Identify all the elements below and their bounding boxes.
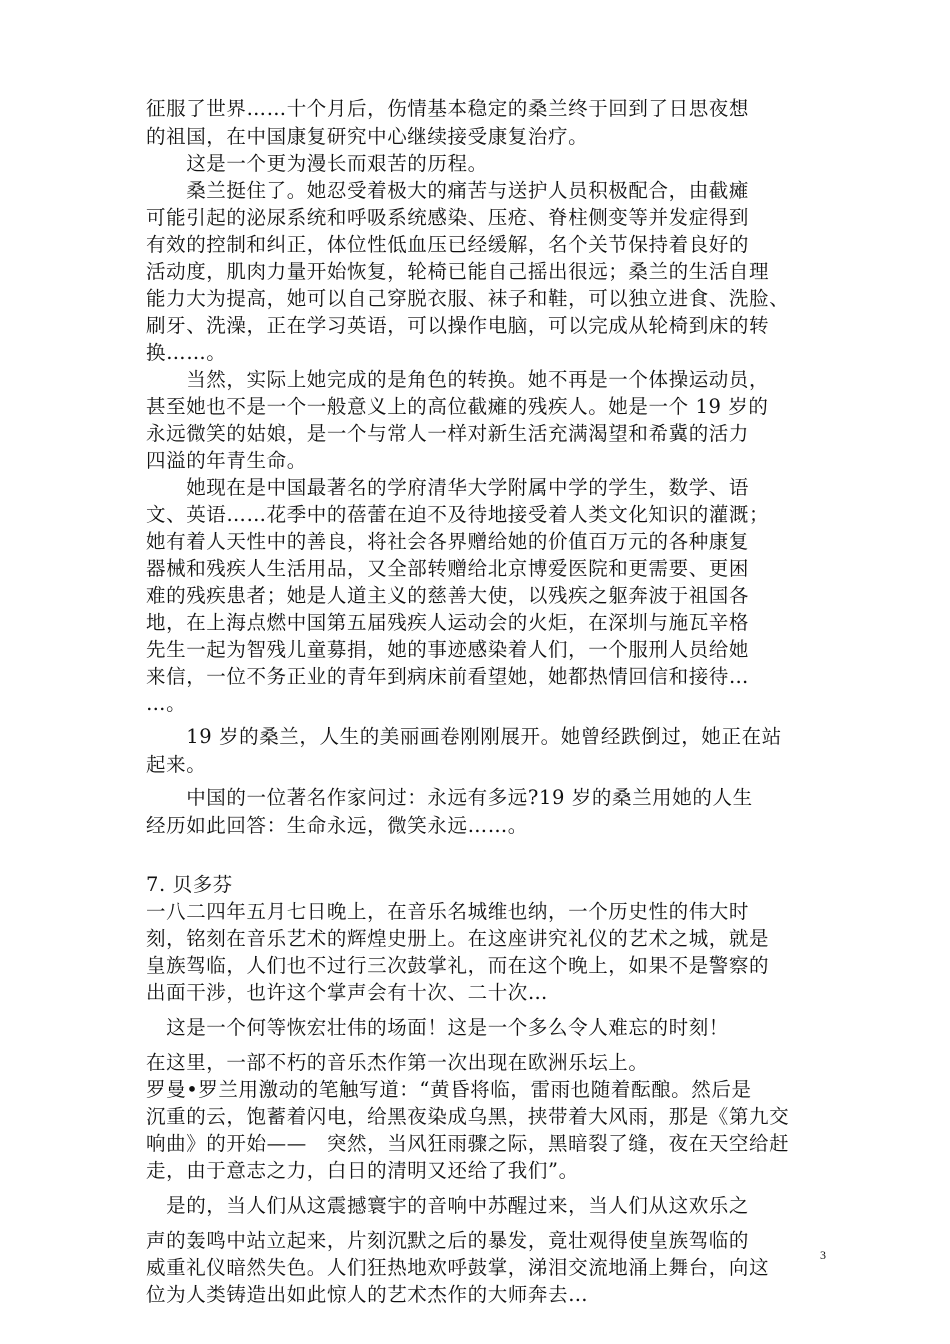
text-line: 四溢的年青生命。: [146, 449, 307, 472]
text-line: 来信，一位不务正业的青年到病床前看望她，她都热情回信和接待…: [146, 665, 750, 688]
page-number: 3: [820, 1248, 826, 1262]
text-line: 甚至她也不是一个一般意义上的高位截瘫的残疾人。她是一个 19 岁的: [146, 395, 769, 418]
text-line: 出面干涉，也许这个掌声会有十次、二十次…: [146, 981, 549, 1004]
text-line: 征服了世界……十个月后，伤情基本稳定的桑兰终于回到了日思夜想: [146, 97, 750, 120]
text-line: …。: [146, 692, 187, 715]
text-line: 先生一起为智残儿童募捐，她的事迹感染着人们，一个服刑人员给她: [146, 638, 750, 661]
text-line: 活动度，肌肉力量开始恢复，轮椅已能自己摇出很远；桑兰的生活自理: [146, 260, 770, 283]
text-line: 当然，实际上她完成的是角色的转换。她不再是一个体操运动员，: [146, 368, 770, 391]
text-line: 这是一个更为漫长而艰苦的历程。: [146, 152, 488, 175]
text-line: 刷牙、洗澡，正在学习英语，可以操作电脑，可以完成从轮椅到床的转: [146, 314, 770, 337]
text-line: 位为人类铸造出如此惊人的艺术杰作的大师奔去…: [146, 1283, 589, 1306]
text-line: 罗曼•罗兰用激动的笔触写道：“黄昏将临，雷雨也随着酝酿。然后是: [146, 1078, 752, 1101]
text-line: 刻，铭刻在音乐艺术的辉煌史册上。在这座讲究礼仪的艺术之城，就是: [146, 927, 770, 950]
text-line: 皇族驾临，人们也不过行三次鼓掌礼，而在这个晚上，如果不是警察的: [146, 954, 770, 977]
text-line: 中国的一位著名作家问过：永远有多远?19 岁的桑兰用她的人生: [146, 786, 753, 809]
text-line: 走，由于意志之力，白日的清明又还给了我们”。: [146, 1159, 579, 1182]
text-line: 文、英语……花季中的蓓蕾在迫不及待地接受着人类文化知识的灌溉；: [146, 503, 770, 526]
text-line: 她有着人天性中的善良，将社会各界赠给她的价值百万元的各种康复: [146, 530, 750, 553]
text-line: 声的轰鸣中站立起来，片刻沉默之后的暴发，竟壮观得使皇族驾临的: [146, 1229, 750, 1252]
text-line: 换……。: [146, 341, 227, 364]
text-line: 是的，当人们从这震撼寰宇的音响中苏醒过来，当人们从这欢乐之: [146, 1194, 750, 1217]
text-line: 响曲》的开始—— 突然，当风狂雨骤之际，黑暗裂了缝，夜在天空给赶: [146, 1132, 790, 1155]
text-line: 有效的控制和纠正，体位性低血压已经缓解，名个关节保持着良好的: [146, 233, 750, 256]
text-line: 一八二四年五月七日晚上，在音乐名城维也纳，一个历史性的伟大时: [146, 900, 750, 923]
text-line: 可能引起的泌尿系统和呼吸系统感染、压疮、脊柱侧变等并发症得到: [146, 206, 750, 229]
text-line: 地，在上海点燃中国第五届残疾人运动会的火炬，在深圳与施瓦辛格: [146, 611, 750, 634]
text-line: 的祖国，在中国康复研究中心继续接受康复治疗。: [146, 125, 589, 148]
text-line: 难的残疾患者；她是人道主义的慈善大使，以残疾之躯奔波于祖国各: [146, 584, 750, 607]
text-line: 威重礼仪暗然失色。人们狂热地欢呼鼓掌，涕泪交流地涌上舞台，向这: [146, 1256, 770, 1279]
text-line: 器械和残疾人生活用品，又全部转赠给北京博爱医院和更需要、更困: [146, 557, 750, 580]
text-line: 在这里，一部不朽的音乐杰作第一次出现在欧洲乐坛上。: [146, 1051, 649, 1074]
text-line: 永远微笑的姑娘，是一个与常人一样对新生活充满渴望和希冀的活力: [146, 422, 750, 445]
text-line: 经历如此回答：生命永远，微笑永远……。: [146, 814, 528, 837]
text-line: 桑兰挺住了。她忍受着极大的痛苦与送护人员积极配合，由截瘫: [146, 179, 750, 202]
text-line: 这是一个何等恢宏壮伟的场面！这是一个多么令人难忘的时刻！: [146, 1016, 729, 1039]
text-line: 起来。: [146, 753, 207, 776]
text-line: 能力大为提高，她可以自己穿脱衣服、袜子和鞋，可以独立进食、洗脸、: [146, 287, 790, 310]
text-line: 她现在是中国最著名的学府清华大学附属中学的学生，数学、语: [146, 476, 750, 499]
text-line: 19 岁的桑兰，人生的美丽画卷刚刚展开。她曾经跌倒过，她正在站: [146, 725, 782, 748]
text-line: 沉重的云，饱蓄着闪电，给黑夜染成乌黑，挟带着大风雨，那是《第九交: [146, 1105, 790, 1128]
section-heading: 7. 贝多芬: [146, 873, 233, 896]
